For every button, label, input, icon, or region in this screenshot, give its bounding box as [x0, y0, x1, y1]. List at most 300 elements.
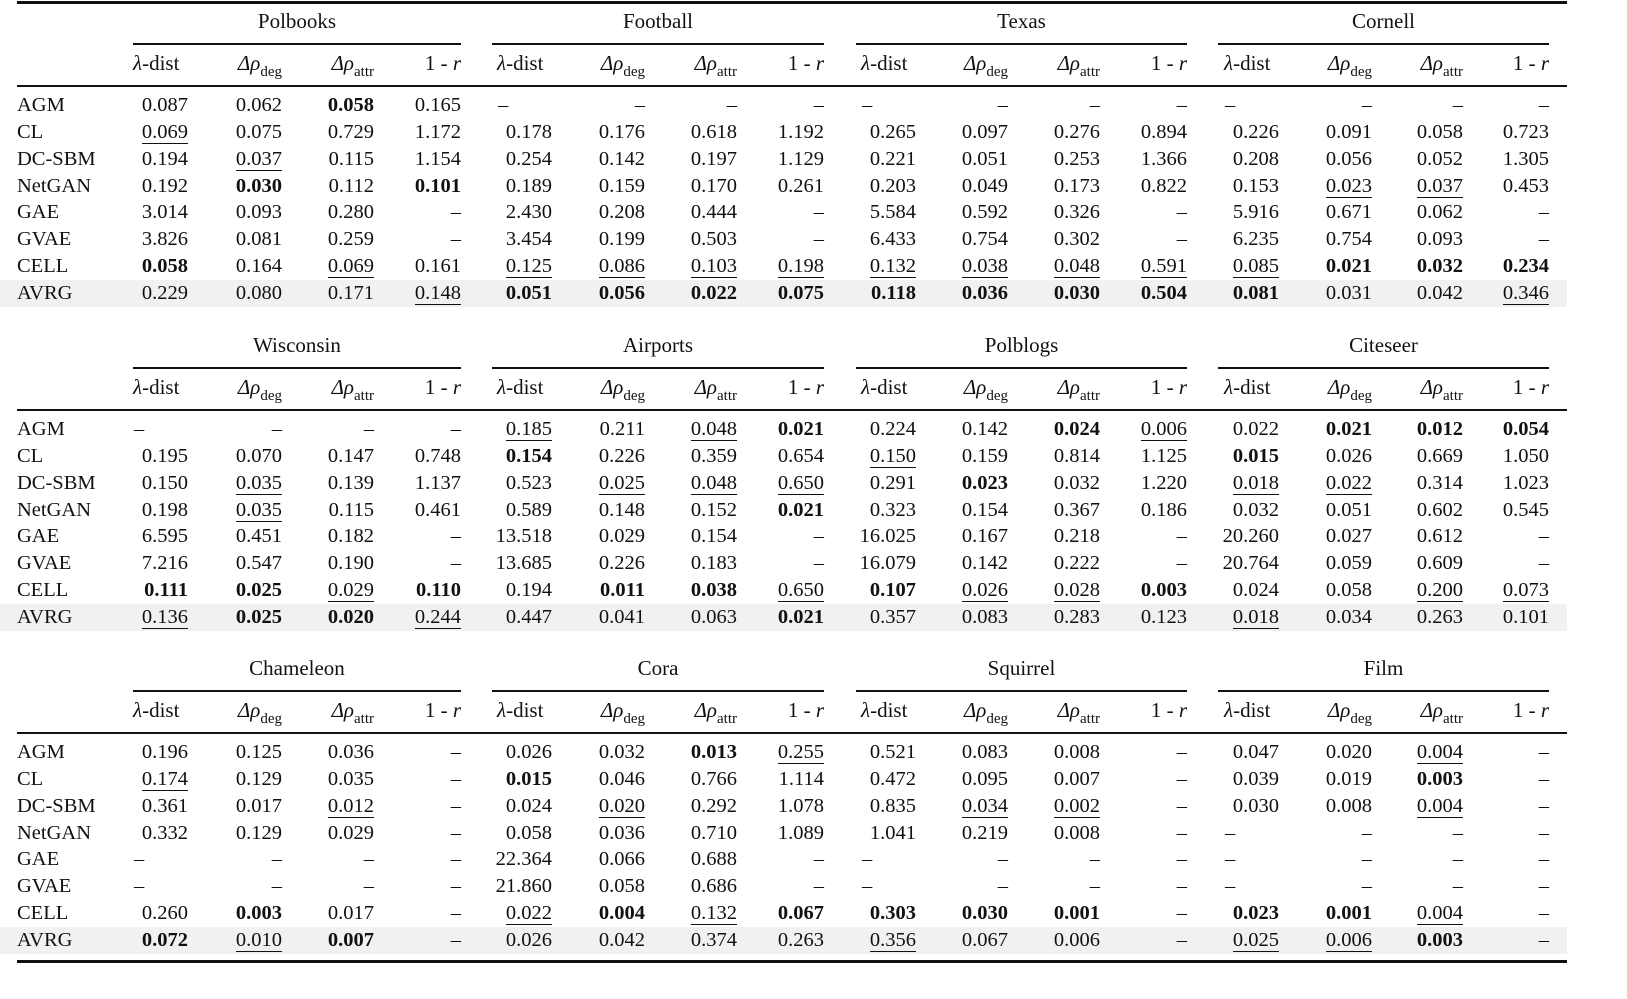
cell-value: 0.093 [235, 201, 282, 223]
table-cell [98, 226, 188, 252]
table-cell [462, 199, 552, 225]
header-lambda-dist: λ-dist [133, 375, 180, 399]
table-cell [284, 119, 374, 145]
cell-value: 0.814 [1053, 445, 1100, 467]
table-cell [1189, 550, 1279, 576]
table-cell [1459, 766, 1549, 792]
table-cell [192, 927, 282, 953]
cell-value: – [1176, 848, 1187, 870]
table-cell [462, 793, 552, 819]
table-cell [826, 280, 916, 306]
table-cell [192, 739, 282, 765]
table-cell [462, 173, 552, 199]
table-row-cl [0, 119, 1627, 146]
table-cell [918, 739, 1008, 765]
table-cell [1010, 199, 1100, 225]
table-cell [1282, 766, 1372, 792]
cell-value: – [450, 418, 461, 440]
cell-value: 0.218 [1053, 525, 1100, 547]
cell-value: 1.078 [777, 795, 824, 817]
table-cell [1459, 280, 1549, 306]
table-cell [918, 846, 1008, 872]
table-cell [555, 820, 645, 846]
cell-value: – [1089, 94, 1100, 116]
cell-value: 0.037 [235, 148, 282, 170]
table-cell [826, 443, 916, 469]
cell-value: – [1225, 94, 1236, 116]
header-one-minus-r: 1 - r [1512, 375, 1549, 399]
table-cell [647, 900, 737, 926]
table-cell [1097, 146, 1187, 172]
header-delta-rho-deg: $\Delta\rho_{deg}$ [237, 698, 282, 727]
column-header [1097, 698, 1187, 723]
cell-value: 0.292 [690, 795, 737, 817]
table-cell [284, 470, 374, 496]
header-lambda-dist: λ-dist [497, 51, 544, 75]
dataset-title: Airports [623, 333, 693, 357]
column-header [918, 51, 1008, 80]
table-cell [1010, 119, 1100, 145]
table-cell [1373, 497, 1463, 523]
table-cell [98, 793, 188, 819]
cell-value: 0.004 [1416, 795, 1463, 817]
table-cell [98, 577, 188, 603]
cell-value: 0.022 [1232, 418, 1279, 440]
table-cell [1459, 523, 1549, 549]
cell-value: 0.591 [1140, 255, 1187, 277]
table-cell [826, 226, 916, 252]
cell-value: 13.518 [495, 525, 552, 547]
table-cell [826, 550, 916, 576]
header-lambda-dist: λ-dist [861, 375, 908, 399]
cell-value: 0.609 [1416, 552, 1463, 574]
row-label: GVAE [17, 552, 72, 574]
table-cell [462, 577, 552, 603]
table-cell [647, 253, 737, 279]
header-delta-rho-deg: $\Delta\rho_{deg}$ [600, 375, 645, 404]
cell-value: 0.058 [1325, 579, 1372, 601]
cell-value: 0.461 [414, 499, 461, 521]
table-cell [462, 820, 552, 846]
table-cell [192, 253, 282, 279]
header-one-minus-r: 1 - r [1150, 698, 1187, 722]
cell-value: 0.035 [235, 499, 282, 521]
cell-value: 0.196 [141, 741, 188, 763]
table-cell [98, 550, 188, 576]
column-header [1373, 375, 1463, 404]
cell-value: – [813, 552, 824, 574]
cell-value: 0.046 [598, 768, 645, 790]
cell-value: 0.024 [505, 795, 552, 817]
column-header [555, 51, 645, 80]
cell-value: 0.019 [1325, 768, 1372, 790]
column-header [371, 375, 461, 400]
cell-value: 0.226 [1232, 121, 1279, 143]
table-cell [1459, 873, 1549, 899]
table-cell [192, 604, 282, 630]
table-cell [192, 470, 282, 496]
column-header [1010, 375, 1100, 404]
column-header [734, 51, 824, 76]
cell-value: 1.041 [869, 822, 916, 844]
cell-value: 0.178 [505, 121, 552, 143]
cell-value: 0.047 [1232, 741, 1279, 763]
cell-value: 0.132 [869, 255, 916, 277]
cell-value: 0.150 [869, 445, 916, 467]
table-cell [462, 443, 552, 469]
header-delta-rho-attr: $\Delta\rho_{attr}$ [1420, 698, 1463, 727]
table-row-agm [0, 92, 1627, 119]
table-cell [1097, 604, 1187, 630]
header-delta-rho-deg: $\Delta\rho_{deg}$ [237, 51, 282, 80]
cell-value: 0.032 [1416, 255, 1463, 277]
table-cell [734, 146, 824, 172]
table-cell [1189, 523, 1279, 549]
table-cell [1282, 900, 1372, 926]
table-row-avrg [0, 280, 1567, 307]
cell-value: – [726, 94, 737, 116]
header-one-minus-r: 1 - r [424, 698, 461, 722]
header-lambda-dist: λ-dist [1224, 698, 1271, 722]
cell-value: – [1538, 768, 1549, 790]
cell-value: 0.041 [598, 606, 645, 628]
table-cell [1097, 253, 1187, 279]
column-header [647, 698, 737, 727]
cell-value: 0.125 [505, 255, 552, 277]
bottom-rule [17, 960, 1567, 963]
table-cell [1189, 927, 1279, 953]
cell-value: – [1361, 848, 1372, 870]
table-cell [734, 470, 824, 496]
header-delta-rho-attr: $\Delta\rho_{attr}$ [1057, 51, 1100, 80]
table-cell [462, 523, 552, 549]
cell-value: – [1176, 201, 1187, 223]
table-cell [192, 199, 282, 225]
cell-value: 0.314 [1416, 472, 1463, 494]
table-cell [371, 873, 461, 899]
header-delta-rho-deg: $\Delta\rho_{deg}$ [963, 698, 1008, 727]
cell-value: – [1176, 552, 1187, 574]
table-cell [734, 199, 824, 225]
table-cell [1282, 927, 1372, 953]
table-cell [826, 766, 916, 792]
header-delta-rho-attr: $\Delta\rho_{attr}$ [331, 51, 374, 80]
table-row-cl [0, 766, 1627, 793]
cmidrule [492, 43, 824, 45]
cell-value: 5.584 [869, 201, 916, 223]
cell-value: 0.038 [690, 579, 737, 601]
table-cell [192, 119, 282, 145]
cell-value: 0.326 [1053, 201, 1100, 223]
cell-value: 0.669 [1416, 445, 1463, 467]
cell-value: 0.254 [505, 148, 552, 170]
cell-value: – [634, 94, 645, 116]
header-midrule [17, 409, 1567, 411]
cell-value: 3.826 [141, 228, 188, 250]
row-label: CELL [17, 902, 69, 924]
cell-value: 0.052 [1416, 148, 1463, 170]
cell-value: 0.058 [505, 822, 552, 844]
cell-value: 0.015 [505, 768, 552, 790]
table-cell [462, 604, 552, 630]
cell-value: 0.101 [414, 175, 461, 197]
table-cell [918, 820, 1008, 846]
cmidrule [133, 43, 461, 45]
table-cell [647, 497, 737, 523]
table-cell [192, 820, 282, 846]
table-cell [555, 846, 645, 872]
cell-value: 0.152 [690, 499, 737, 521]
table-cell [647, 927, 737, 953]
cell-value: 0.280 [327, 201, 374, 223]
cell-value: 0.025 [235, 579, 282, 601]
column-header [647, 375, 737, 404]
row-label: NetGAN [17, 499, 92, 521]
row-label: NetGAN [17, 822, 92, 844]
table-row-gae [0, 523, 1627, 550]
cell-value: 0.224 [869, 418, 916, 440]
table-cell [1459, 443, 1549, 469]
cell-value: 0.592 [961, 201, 1008, 223]
cell-value: 0.008 [1053, 822, 1100, 844]
header-one-minus-r: 1 - r [424, 51, 461, 75]
cell-value: 0.022 [690, 282, 737, 304]
cell-value: 0.072 [141, 929, 188, 951]
column-header [1224, 375, 1270, 400]
cell-value: 0.056 [598, 282, 645, 304]
table-cell [371, 820, 461, 846]
cell-value: 0.075 [777, 282, 824, 304]
column-header [192, 51, 282, 80]
table-cell [826, 416, 916, 442]
cell-value: – [271, 848, 282, 870]
table-cell [98, 173, 188, 199]
cell-value: 0.174 [141, 768, 188, 790]
table-cell [1282, 253, 1372, 279]
table-cell [1010, 577, 1100, 603]
table-cell [192, 550, 282, 576]
row-label: CL [17, 445, 44, 467]
table-cell [826, 173, 916, 199]
row-label: GAE [17, 201, 60, 223]
table-cell [918, 173, 1008, 199]
cell-value: 0.007 [1053, 768, 1100, 790]
table-cell [371, 92, 461, 118]
cell-value: 0.030 [1232, 795, 1279, 817]
cell-value: 0.612 [1416, 525, 1463, 547]
cell-value: 0.062 [1416, 201, 1463, 223]
cell-value: 0.244 [414, 606, 461, 628]
cell-value: 0.203 [869, 175, 916, 197]
cell-value: 0.200 [1416, 579, 1463, 601]
cell-value: 1.114 [778, 768, 824, 790]
table-cell [1010, 873, 1100, 899]
cell-value: 0.650 [777, 579, 824, 601]
table-cell [192, 173, 282, 199]
table-cell [918, 146, 1008, 172]
cell-value: 1.220 [1140, 472, 1187, 494]
cell-value: – [813, 201, 824, 223]
cell-value: 0.097 [961, 121, 1008, 143]
cell-value: 21.860 [495, 875, 552, 897]
dataset-title: Film [1363, 656, 1404, 680]
table-cell [555, 119, 645, 145]
table-cell [734, 927, 824, 953]
cmidrule [856, 367, 1187, 369]
cell-value: 0.003 [235, 902, 282, 924]
cell-value: 0.034 [961, 795, 1008, 817]
cell-value: 0.018 [1232, 606, 1279, 628]
table-cell [1010, 900, 1100, 926]
table-cell [647, 523, 737, 549]
table-cell [1373, 873, 1463, 899]
header-delta-rho-deg: $\Delta\rho_{deg}$ [963, 375, 1008, 404]
table-cell [826, 470, 916, 496]
cell-value: – [498, 94, 509, 116]
table-cell [1189, 199, 1279, 225]
table-cell [1459, 173, 1549, 199]
table-cell [826, 497, 916, 523]
table-cell [555, 577, 645, 603]
cell-value: 1.154 [414, 148, 461, 170]
cell-value: 0.058 [327, 94, 374, 116]
cell-value: 0.022 [505, 902, 552, 924]
table-cell [98, 470, 188, 496]
cell-value: 20.260 [1222, 525, 1279, 547]
cell-value: – [862, 848, 873, 870]
table-cell [647, 173, 737, 199]
column-header [1373, 51, 1463, 80]
cell-value: – [450, 552, 461, 574]
cell-value: 0.095 [961, 768, 1008, 790]
cell-value: 0.025 [235, 606, 282, 628]
column-header [861, 375, 907, 400]
cell-value: 0.038 [961, 255, 1008, 277]
table-cell [647, 739, 737, 765]
table-cell [1459, 927, 1549, 953]
cell-value: 0.208 [598, 201, 645, 223]
cell-value: 0.894 [1140, 121, 1187, 143]
cell-value: – [450, 201, 461, 223]
cell-value: 0.048 [690, 418, 737, 440]
table-cell [1282, 820, 1372, 846]
column-header [497, 698, 543, 723]
table-cell [918, 416, 1008, 442]
header-lambda-dist: λ-dist [861, 698, 908, 722]
header-one-minus-r: 1 - r [1512, 698, 1549, 722]
table-cell [918, 577, 1008, 603]
table-cell [1010, 604, 1100, 630]
table-cell [734, 280, 824, 306]
table-cell [284, 226, 374, 252]
cell-value: 0.026 [505, 929, 552, 951]
cell-value: 7.216 [141, 552, 188, 574]
cell-value: 0.083 [961, 606, 1008, 628]
cell-value: – [450, 741, 461, 763]
table-cell [462, 253, 552, 279]
table-cell [1282, 793, 1372, 819]
cell-value: 0.374 [690, 929, 737, 951]
table-cell [1459, 846, 1549, 872]
cell-value: 0.161 [414, 255, 461, 277]
cell-value: 0.123 [1140, 606, 1187, 628]
table-cell [555, 199, 645, 225]
table-cell [918, 199, 1008, 225]
table-cell [284, 199, 374, 225]
table-cell [555, 92, 645, 118]
cell-value: 0.170 [690, 175, 737, 197]
table-cell [192, 416, 282, 442]
cell-value: 0.051 [505, 282, 552, 304]
cell-value: – [1538, 848, 1549, 870]
cell-value: 0.048 [690, 472, 737, 494]
column-header [133, 51, 179, 76]
table-cell [1010, 766, 1100, 792]
table-cell [284, 280, 374, 306]
table-row-agm [0, 416, 1627, 443]
cell-value: 0.066 [598, 848, 645, 870]
table-cell [98, 739, 188, 765]
table-cell [1010, 793, 1100, 819]
table-cell [734, 739, 824, 765]
table-cell [1189, 900, 1279, 926]
column-header [861, 51, 907, 76]
cell-value: 1.089 [777, 822, 824, 844]
header-delta-rho-deg: $\Delta\rho_{deg}$ [600, 51, 645, 80]
table-cell [1010, 226, 1100, 252]
table-cell [1459, 900, 1549, 926]
table-cell [1010, 280, 1100, 306]
column-header [284, 375, 374, 404]
cell-value: – [862, 875, 873, 897]
cell-value: – [813, 228, 824, 250]
table-cell [1189, 443, 1279, 469]
cell-value: – [1176, 902, 1187, 924]
cell-value: 0.447 [505, 606, 552, 628]
cmidrule [492, 690, 824, 692]
table-cell [555, 470, 645, 496]
row-label: GVAE [17, 228, 72, 250]
cell-value: 0.125 [235, 741, 282, 763]
column-header [1282, 51, 1372, 80]
cell-value: 0.710 [690, 822, 737, 844]
cell-value: – [813, 525, 824, 547]
cell-value: 0.030 [1053, 282, 1100, 304]
cell-value: – [450, 875, 461, 897]
cell-value: 0.150 [141, 472, 188, 494]
table-cell [826, 523, 916, 549]
cell-value: 0.182 [327, 525, 374, 547]
cell-value: 0.018 [1232, 472, 1279, 494]
row-label: AGM [17, 418, 65, 440]
column-header [284, 698, 374, 727]
table-row-dc-sbm [0, 146, 1627, 173]
table-cell [1373, 523, 1463, 549]
cell-value: 0.006 [1140, 418, 1187, 440]
cell-value: 6.433 [869, 228, 916, 250]
table-cell [1097, 199, 1187, 225]
cell-value: – [1176, 768, 1187, 790]
cell-value: 0.022 [1325, 472, 1372, 494]
header-delta-rho-attr: $\Delta\rho_{attr}$ [1057, 375, 1100, 404]
table-block-3 [0, 647, 1627, 967]
cell-value: 0.081 [1232, 282, 1279, 304]
table-cell [1373, 820, 1463, 846]
table-cell [192, 280, 282, 306]
table-cell [284, 793, 374, 819]
table-cell [555, 253, 645, 279]
cell-value: 0.101 [1502, 606, 1549, 628]
